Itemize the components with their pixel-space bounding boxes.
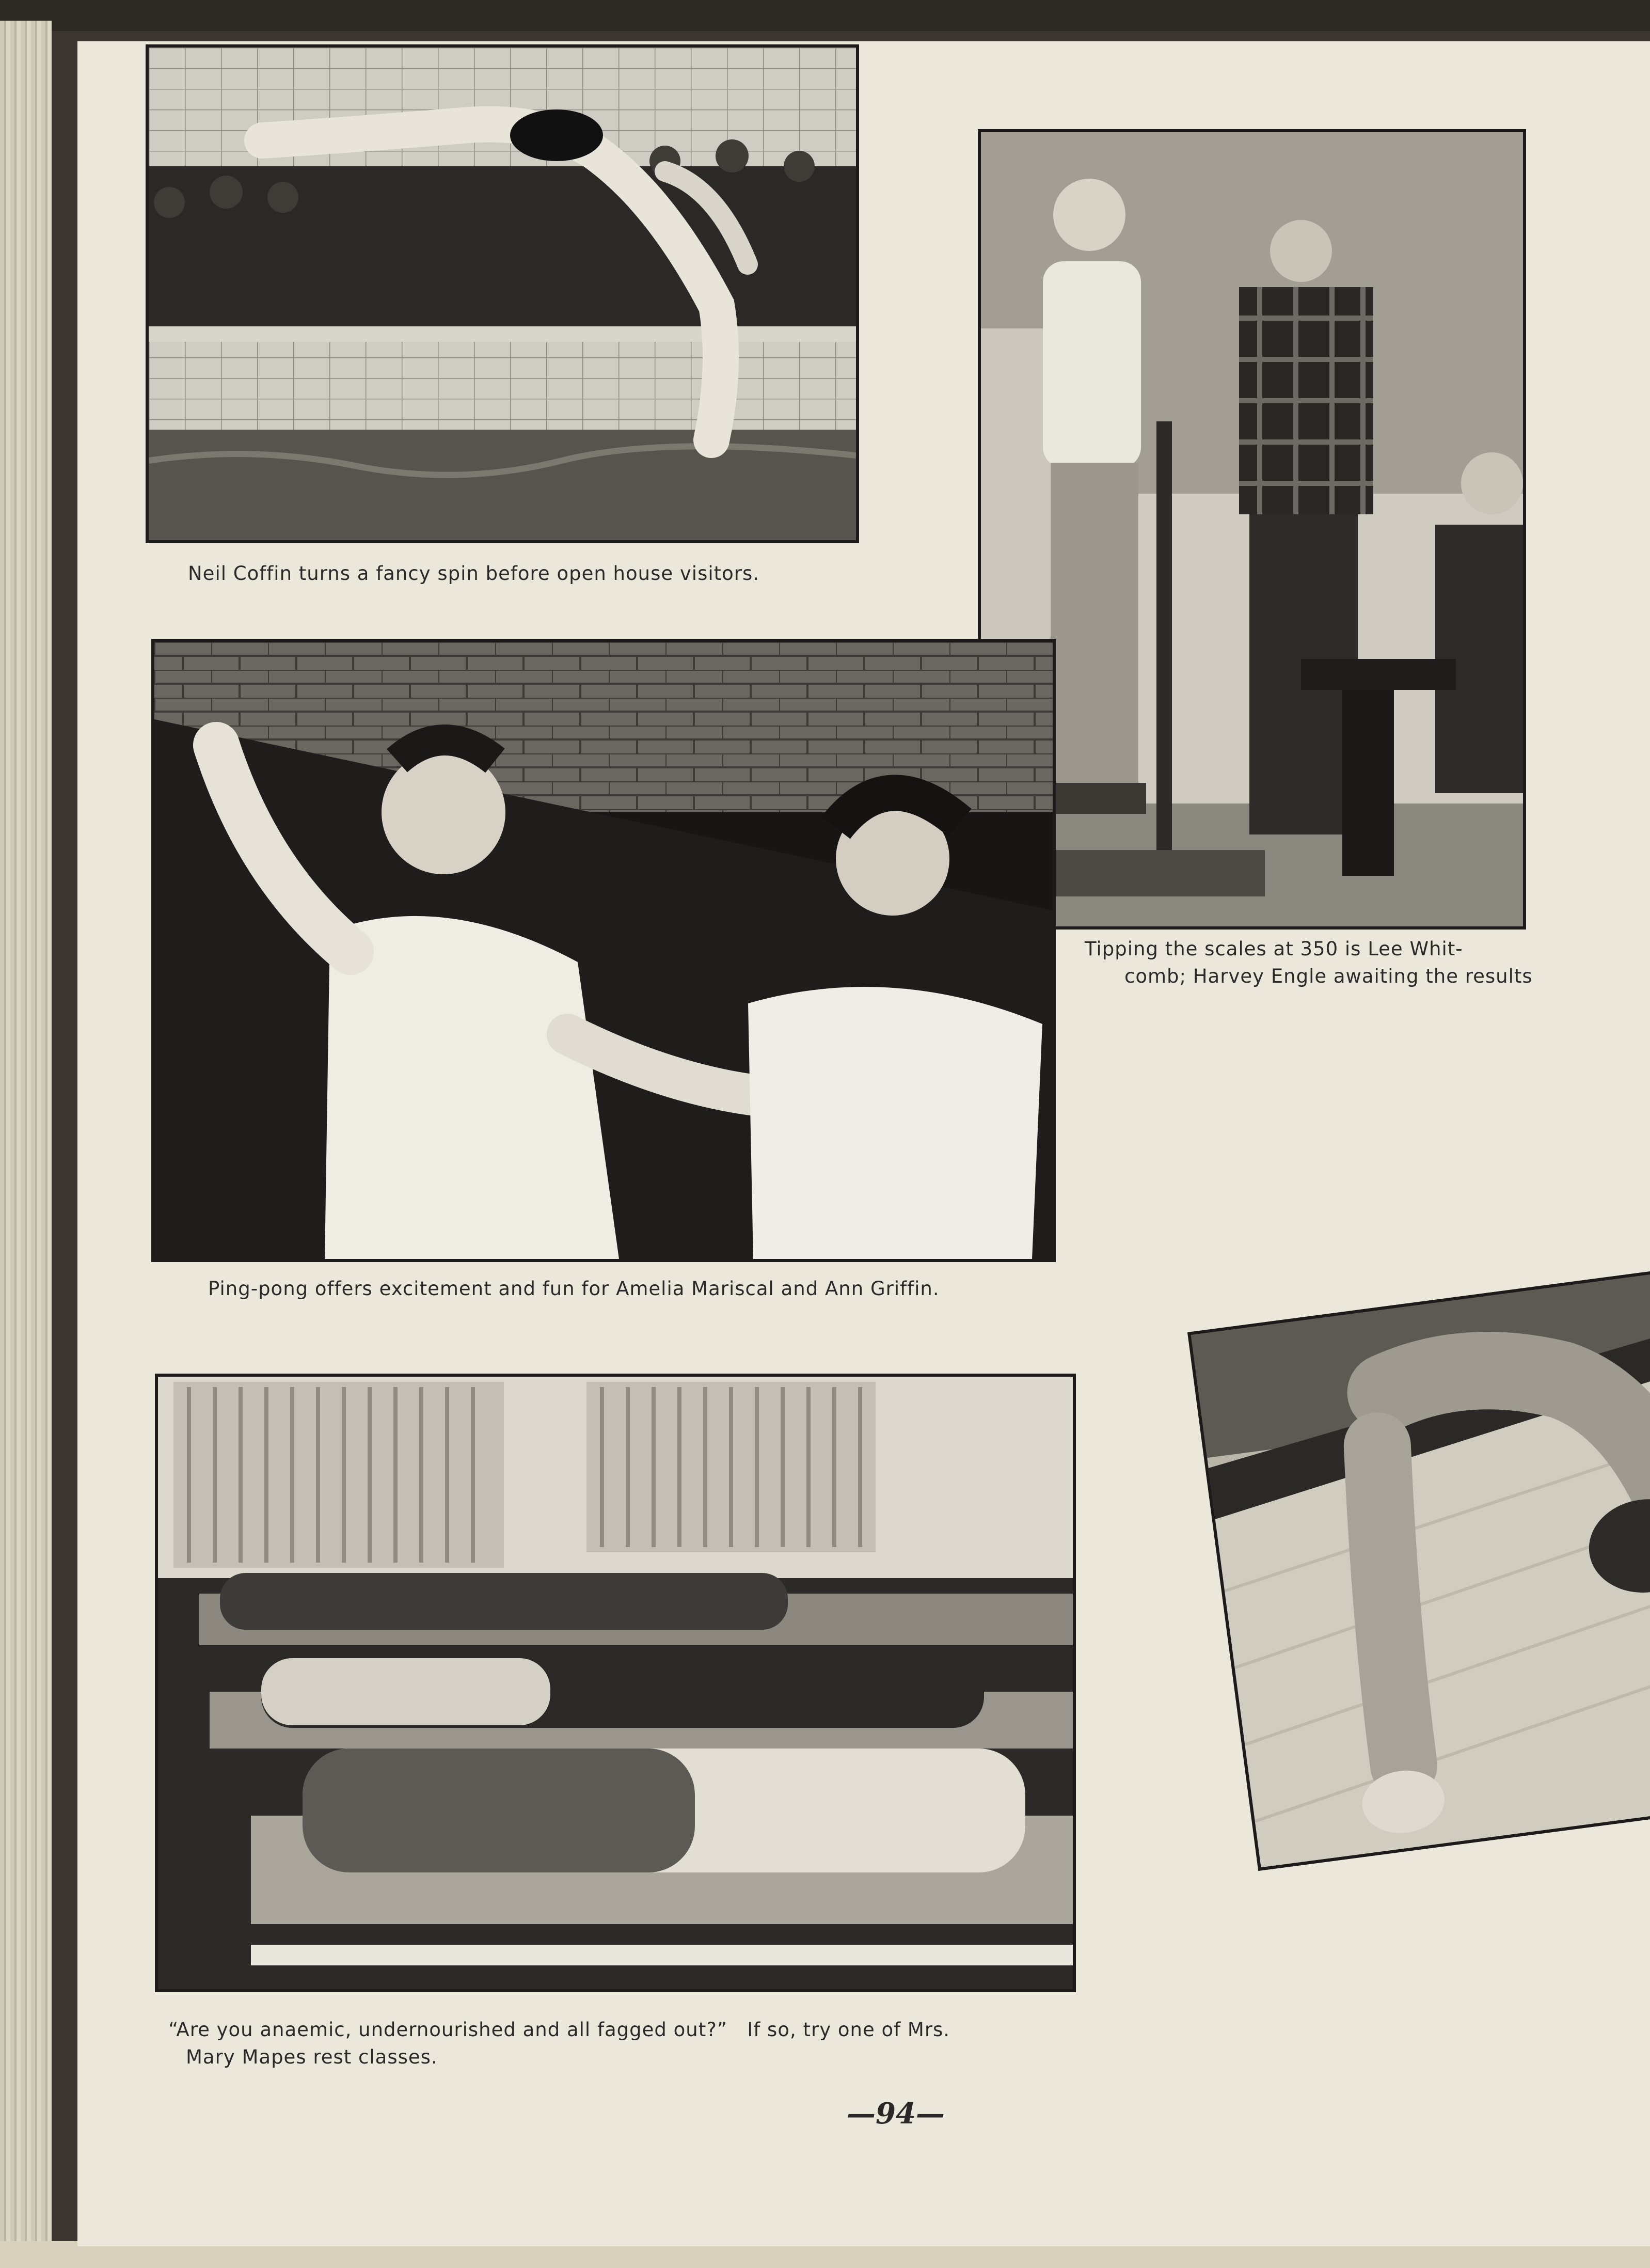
caption-scales-line2: comb; Harvey Engle awaiting the results [1124,965,1533,987]
page-number: —94— [847,2097,945,2131]
yearbook-page [77,41,1650,2246]
caption-rest-line2: Mary Mapes rest classes. [186,2046,438,2068]
caption-scales-line1: Tipping the scales at 350 is Lee Whit- [1085,938,1463,960]
caption-pingpong: Ping-pong offers excitement and fun for Amelia Mariscal and Ann Griffin. [208,1278,940,1300]
photo-rest-class [155,1374,1076,1992]
book-top-edge [0,0,1650,31]
photo-pingpong [151,639,1056,1262]
caption-diving: Neil Coffin turns a fancy spin before open house visitors. [188,562,760,585]
caption-rest-line1: “Are you anaemic, undernourished and all fagged out?” If so, try one of Mrs. [168,2019,950,2041]
photo-diving [146,44,859,543]
book-page-edges [0,21,52,2268]
photo-scales [978,129,1526,930]
photo-sleeping-boy [1187,1271,1650,1871]
